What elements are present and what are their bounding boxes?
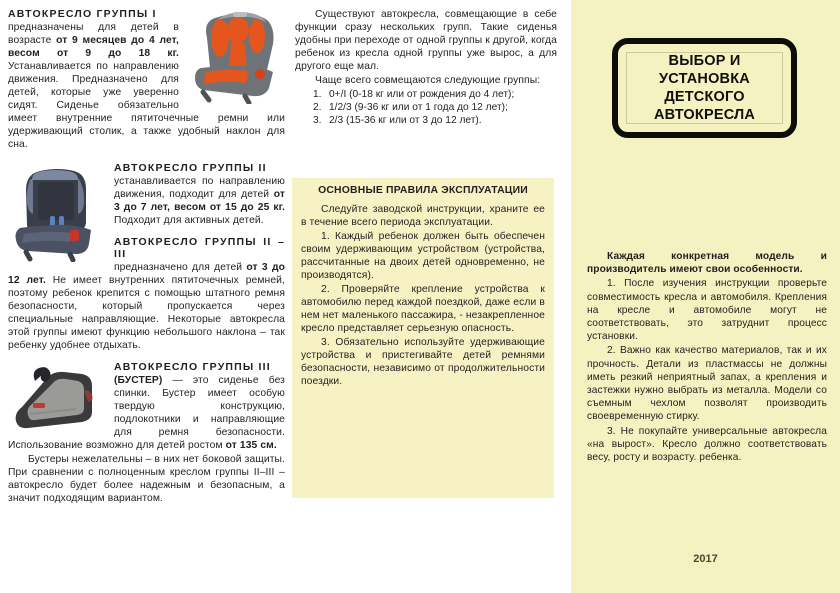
- operation-rules-title: ОСНОВНЫЕ ПРАВИЛА ЭКСПЛУАТАЦИИ: [318, 185, 528, 196]
- cover-lead-paragraph: Каждая конкретная модель и производитель имеют свои особенности.: [587, 251, 827, 276]
- rule-item-3: 3. Обязательно используйте удерживающие устройства и пристегивайте детей ремнями безопасности, независимо от продолжительности поездки.: [301, 337, 545, 387]
- column-right-cover: [571, 0, 840, 593]
- paragraph-common-combos-lead: Чаще всего совмещаются следующие группы:: [315, 75, 541, 86]
- heading-group-1: АВТОКРЕСЛО ГРУППЫ I: [8, 8, 157, 20]
- page-title: ВЫБОР И УСТАНОВКА ДЕТСКОГО АВТОКРЕСЛА: [653, 53, 756, 123]
- list-item: [295, 114, 557, 127]
- list-text: 2/3 (15-36 кг или от 3 до 12 лет).: [329, 115, 482, 126]
- car-seat-group-1-image: [187, 8, 285, 104]
- heading-group-2: АВТОКРЕСЛО ГРУППЫ II: [114, 162, 267, 174]
- list-number: 2.: [313, 102, 322, 113]
- heading-group-2-3: АВТОКРЕСЛО ГРУППЫ II – III: [114, 236, 285, 260]
- rules-lead-paragraph: Следуйте заводской инструкции, храните ее в течение всего периода эксплуатации.: [301, 204, 545, 228]
- column-left: [8, 0, 285, 593]
- cover-item-2: 2. Важно как качество материалов, так и их прочность. Детали из пластмассы не должны иметь резкий неприятный запах, а крепления и застежки нужно выбрать из металла. Модели со съемным чехлом позволят производить своевременную стирку.: [587, 345, 827, 423]
- list-item: [295, 101, 557, 114]
- paragraph-combined-groups-intro: Существуют автокресла, совмещающие в себе функции сразу нескольких групп. Такие сиденья удобны при переходе от одной группы к другой, когда ребенок из кресла одной группы уже вырос, а для другого еще мал.: [295, 9, 557, 72]
- list-number: 3.: [313, 115, 322, 126]
- paragraph-group-2-3: предназначено для детей от 3 до 12 лет. Не имеет внутренних пятиточечных ремней, поэтому ребенок крепится с помощью штатного ремня безопасности, который пропускается через специальные направляющие. Некоторые автокресла этой группы имеют функцию небольшого наклона – так ребенку удобнее отдыхать.: [8, 262, 285, 351]
- booster-seat-group-3-image: [8, 363, 106, 435]
- cover-title-inner-border: [626, 52, 783, 124]
- paragraph-group-3-booster: (БУСТЕР) — это сиденье без спинки. Бустер имеет особую твердую конструкцию, подлокотники и направляющие для ремня безопасности. Использование возможно для детей ростом от 135 см.: [8, 375, 285, 451]
- operation-rules-box: [292, 178, 554, 498]
- list-number: 1.: [313, 89, 322, 100]
- cover-body-text: [587, 250, 827, 465]
- rule-item-2: 2. Проверяйте крепление устройства к автомобилю перед каждой поездкой, даже если в нем нет маленького пассажира, - незакрепленное кресло представляет серьезную опасность.: [301, 284, 545, 334]
- column-middle: [295, 0, 557, 593]
- cover-title-frame: [612, 38, 797, 138]
- rule-item-1: 1. Каждый ребенок должен быть обеспечен своим удерживающим устройством (устройства, рассчитанные на двоих детей одновременно, не производятся).: [301, 231, 545, 281]
- car-seat-group-2-image: [8, 164, 106, 262]
- list-item: [295, 88, 557, 101]
- heading-group-3-booster: АВТОКРЕСЛО ГРУППЫ III: [114, 361, 271, 373]
- cover-item-3: 3. Не покупайте универсальные автокресла «на вырост». Кресло должно соответствовать весу, росту и возрасту. ребенка.: [587, 425, 827, 464]
- paragraph-booster-warning: Бустеры нежелательны – в них нет боковой защиты. При сравнении с полноценным креслом группы II–III – автокресло будет более надежным и безопасным, а значит подходящим вариантом.: [8, 454, 285, 504]
- combo-groups-list: [295, 88, 557, 127]
- paragraph-group-2: устанавливается по направлению движения, подходит для детей от 3 до 7 лет, весом от 15 до 25 кг. Подходит для активных детей.: [114, 176, 285, 226]
- cover-item-1: 1. После изучения инструкции проверьте совместимость кресла и автомобиля. Крепления на кресле и автомобиле могут не соответствовать, это затруднит процесс установки.: [587, 278, 827, 343]
- publication-year: 2017: [693, 553, 718, 565]
- list-text: 1/2/3 (9-36 кг или от 1 года до 12 лет);: [329, 102, 508, 113]
- paragraph-group-1: предназначены для детей в возрасте от 9 месяцев до 4 лет, весом от 9 до 18 кг. Устанавливается по направлению движения. Предназначено для детей, которые уже уверенно сидят. Сиденье обязательно имеет внутренние пятиточечные ремни или удерживающий столик, а также удобный наклон для сна.: [8, 22, 285, 150]
- list-text: 0+/I (0-18 кг или от рождения до 4 лет);: [329, 89, 515, 100]
